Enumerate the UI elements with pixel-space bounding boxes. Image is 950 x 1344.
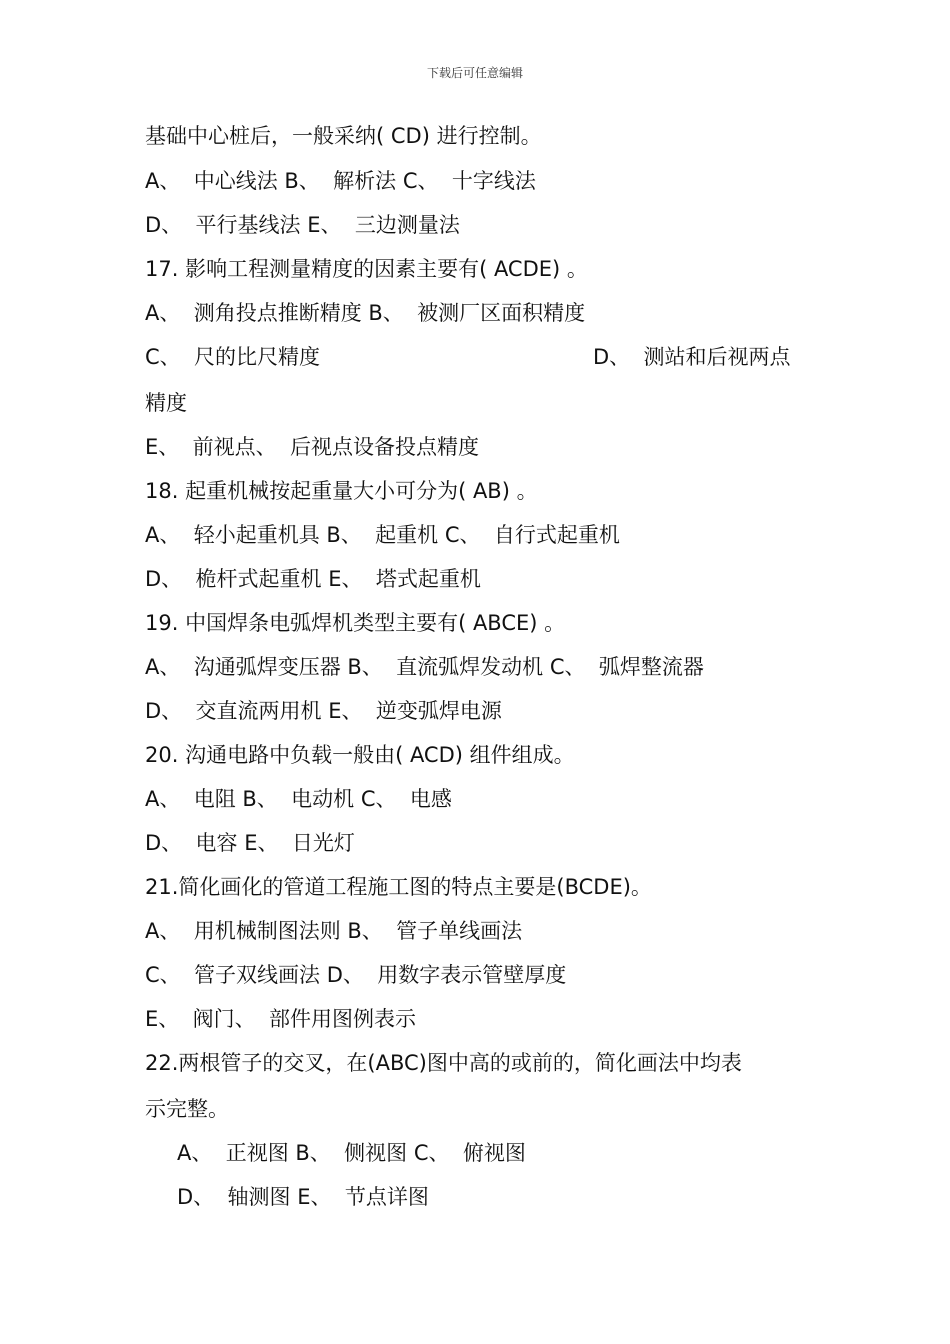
option-line: C、 管子双线画法 D、 用数字表示管壁厚度 [145,963,567,987]
option-line: D、 测站和后视两点 [593,345,791,369]
option-line: A、 轻小起重机具 B、 起重机 C、 自行式起重机 [145,523,620,547]
option-line: D、 平行基线法 E、 三边测量法 [145,213,460,237]
question-17: 17. 影响工程测量精度的因素主要有( ACDE) 。 [145,257,588,281]
question-19: 19. 中国焊条电弧焊机类型主要有( ABCE) 。 [145,611,566,635]
question-22: 22.两根管子的交叉，在(ABC)图中高的或前的，简化画法中均表 [145,1051,742,1075]
option-line: E、 前视点、 后视点设备投点精度 [145,435,479,459]
question-21: 21.简化画化的管道工程施工图的特点主要是(BCDE)。 [145,875,652,899]
text-line: 示完整。 [145,1097,229,1121]
option-line: A、 中心线法 B、 解析法 C、 十字线法 [145,169,536,193]
text-line: 精度 [145,391,187,415]
option-line: D、 交直流两用机 E、 逆变弧焊电源 [145,699,502,723]
option-line: E、 阀门、 部件用图例表示 [145,1007,416,1031]
page-header: 下载后可任意编辑 [426,66,523,80]
option-line: D、 电容 E、 日光灯 [145,831,355,855]
question-20: 20. 沟通电路中负载一般由( ACD) 组件组成。 [145,743,575,767]
option-line: A、 电阻 B、 电动机 C、 电感 [145,787,452,811]
option-line: D、 轴测图 E、 节点详图 [177,1185,429,1209]
option-line: A、 正视图 B、 侧视图 C、 俯视图 [177,1141,526,1165]
option-line: D、 桅杆式起重机 E、 塔式起重机 [145,567,481,591]
question-18: 18. 起重机械按起重量大小可分为( AB) 。 [145,479,538,503]
option-line: A、 沟通弧焊变压器 B、 直流弧焊发动机 C、 弧焊整流器 [145,655,704,679]
option-line: A、 测角投点推断精度 B、 被测厂区面积精度 [145,301,586,325]
text-line: 基础中心桩后，一般采纳( CD) 进行控制。 [145,124,542,148]
option-line: C、 尺的比尺精度 [145,345,321,369]
option-line: A、 用机械制图法则 B、 管子单线画法 [145,919,523,943]
